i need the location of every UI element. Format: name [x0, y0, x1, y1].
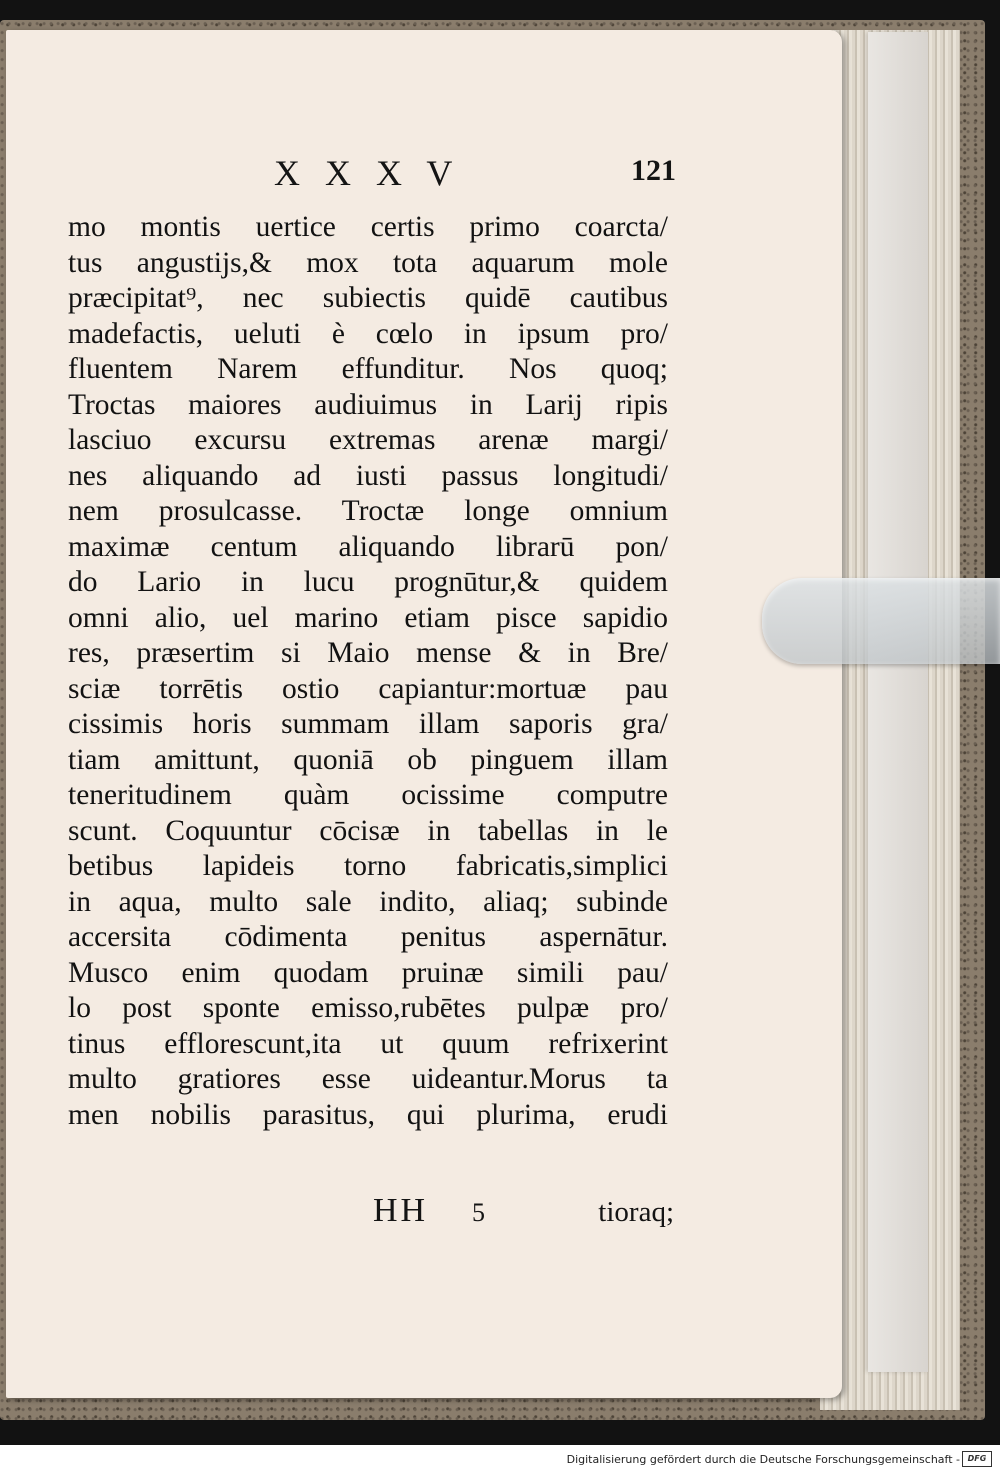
running-head: X X X V: [274, 153, 461, 193]
text-line: teneritudinem quàm ocissime computre: [68, 779, 668, 811]
text-block: [68, 210, 668, 1133]
text-line: nes aliquando ad iusti passus longitudi/: [68, 459, 668, 492]
text-line: mo montis uertice certis primo coarcta/: [68, 211, 668, 243]
text-line: omni alio, uel marino etiam pisce sapidio: [68, 601, 668, 634]
text-line: tus angustijs,& mox tota aquarum mole: [68, 246, 668, 279]
text-line: maximæ centum aliquando librarū pon/: [68, 530, 668, 563]
text-line: accersita cōdimenta penitus aspernātur.: [68, 921, 668, 953]
text-line: betibus lapideis torno fabricatis,simplici: [68, 850, 668, 882]
text-line: tinus efflorescunt,ita ut quum refrixerint: [68, 1027, 668, 1060]
text-line: tiam amittunt, quoniā ob pinguem illam: [68, 743, 668, 776]
funding-credit: Digitalisierung gefördert durch die Deutsche Forschungsgemeinschaft -: [566, 1453, 960, 1466]
text-line: cissimis horis summam illam saporis gra/: [68, 708, 668, 740]
text-line: do Lario in lucu prognūtur,& quidem: [68, 566, 668, 598]
page-number: 121: [631, 154, 676, 187]
text-line: men nobilis parasitus, qui plurima, erudi: [68, 1098, 668, 1131]
signature-number: 5: [472, 1198, 485, 1227]
signature-mark: HH: [373, 1192, 429, 1229]
text-line: Troctas maiores audiuimus in Larij ripis: [68, 388, 668, 421]
page-header: [66, 152, 676, 198]
dfg-logo-icon: DFG: [962, 1451, 992, 1467]
text-line: multo gratiores esse uideantur.Morus ta: [68, 1063, 668, 1095]
page-footer: [68, 1192, 674, 1232]
printed-page: [6, 30, 842, 1398]
text-line: nem prosulcasse. Troctæ longe omnium: [68, 495, 668, 527]
text-line: madefactis, ueluti è cœlo in ipsum pro/: [68, 317, 668, 350]
page-clip: [762, 578, 1000, 664]
credit-bar: [0, 1445, 1000, 1473]
text-line: fluentem Narem effunditur. Nos quoq;: [68, 353, 668, 385]
text-line: in aqua, multo sale indito, aliaq; subinde: [68, 885, 668, 918]
flyleaf: [868, 32, 928, 1372]
text-line: lasciuo excursu extremas arenæ margi/: [68, 424, 668, 456]
catchword: tioraq;: [598, 1196, 674, 1228]
text-line: lo post sponte emisso,rubētes pulpæ pro/: [68, 992, 668, 1024]
text-line: præcipitat⁹, nec subiectis quidē cautibus: [68, 282, 668, 314]
text-line: scunt. Coquuntur cōcisæ in tabellas in le: [68, 814, 668, 847]
text-line: Musco enim quodam pruinæ simili pau/: [68, 956, 668, 989]
text-line: sciæ torrētis ostio capiantur:mortuæ pau: [68, 672, 668, 705]
text-line: res, præsertim si Maio mense & in Bre/: [68, 637, 668, 669]
